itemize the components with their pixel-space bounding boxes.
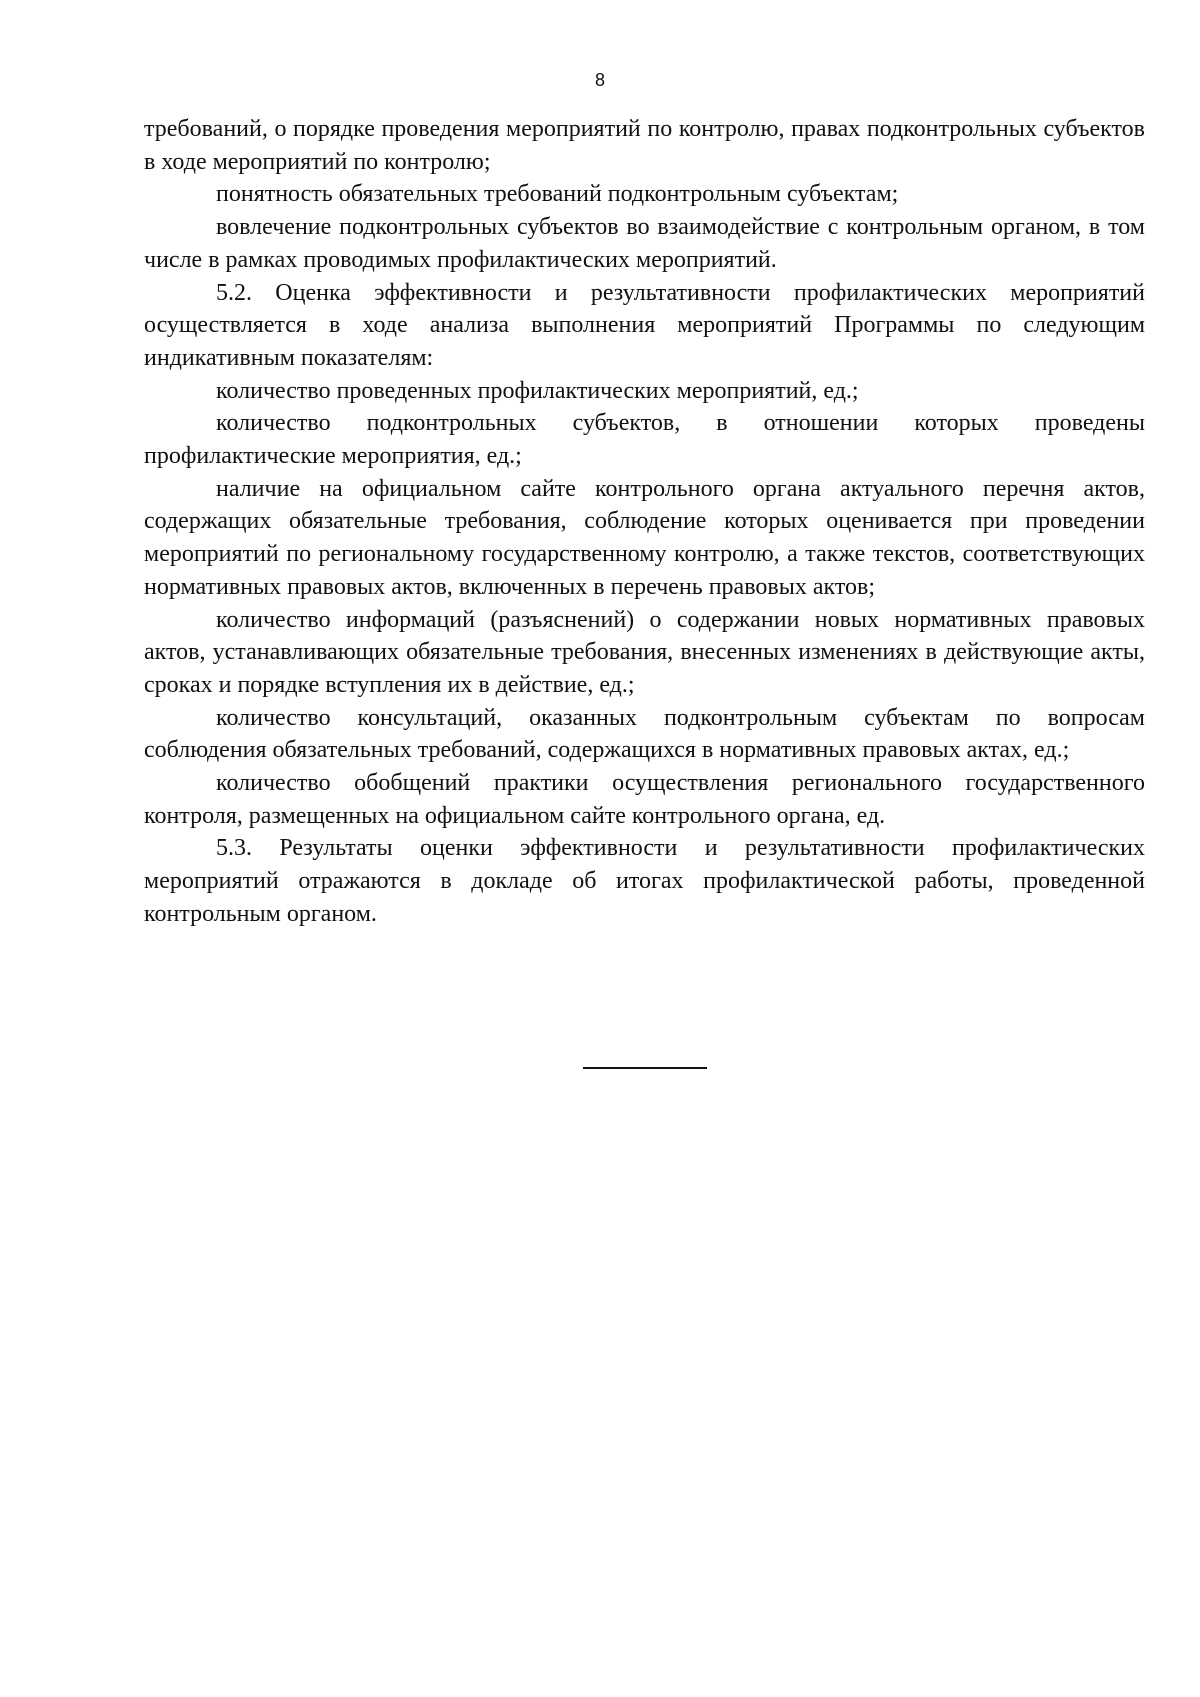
document-body	[144, 113, 1145, 931]
indicator-item: количество консультаций, оказанных подконтрольным субъектам по вопросам соблюдения обязательных требований, содержащихся в нормативных правовых актах, ед.;	[144, 704, 1145, 764]
indicator-item: наличие на официальном сайте контрольного органа актуального перечня актов, содержащих обязательные требования, соблюдение которых оценивается при проведении мероприятий по региональному государственному контролю, а также текстов, соответствующих нормативных правовых актов, включенных в перечень правовых актов;	[144, 475, 1145, 600]
section-5-2-paragraph: 5.2. Оценка эффективности и результативности профилактических мероприятий осуществляется в ходе анализа выполнения мероприятий Программы по следующим индикативным показателям:	[144, 279, 1145, 371]
paragraph: понятность обязательных требований подконтрольным субъектам;	[216, 181, 899, 208]
indicator-item: количество обобщений практики осуществления регионального государственного контроля, размещенных на официальном сайте контрольного органа, ед.	[144, 770, 1145, 829]
indicator-item: количество проведенных профилактических мероприятий, ед.;	[216, 377, 859, 404]
section-5-3-paragraph: 5.3. Результаты оценки эффективности и результативности профилактических мероприятий отражаются в докладе об итогах профилактической работы, проведенной контрольным органом.	[144, 835, 1145, 927]
paragraph: требований, о порядке проведения мероприятий по контролю, правах подконтрольных субъектов в ходе мероприятий по контролю;	[144, 116, 1145, 175]
paragraph: вовлечение подконтрольных субъектов во взаимодействие с контрольным органом, в том числе в рамках проводимых профилактических мероприятий.	[144, 214, 1145, 273]
end-of-document-rule	[583, 1067, 707, 1069]
indicator-item: количество информаций (разъяснений) о содержании новых нормативных правовых актов, устанавливающих обязательные требования, внесенных изменениях в действующие акты, сроках и порядке вступления их в действие, ед.;	[144, 606, 1145, 698]
page-number: 8	[594, 70, 605, 90]
indicator-item: количество подконтрольных субъектов, в отношении которых проведены профилактические мероприятия, ед.;	[144, 410, 1145, 470]
